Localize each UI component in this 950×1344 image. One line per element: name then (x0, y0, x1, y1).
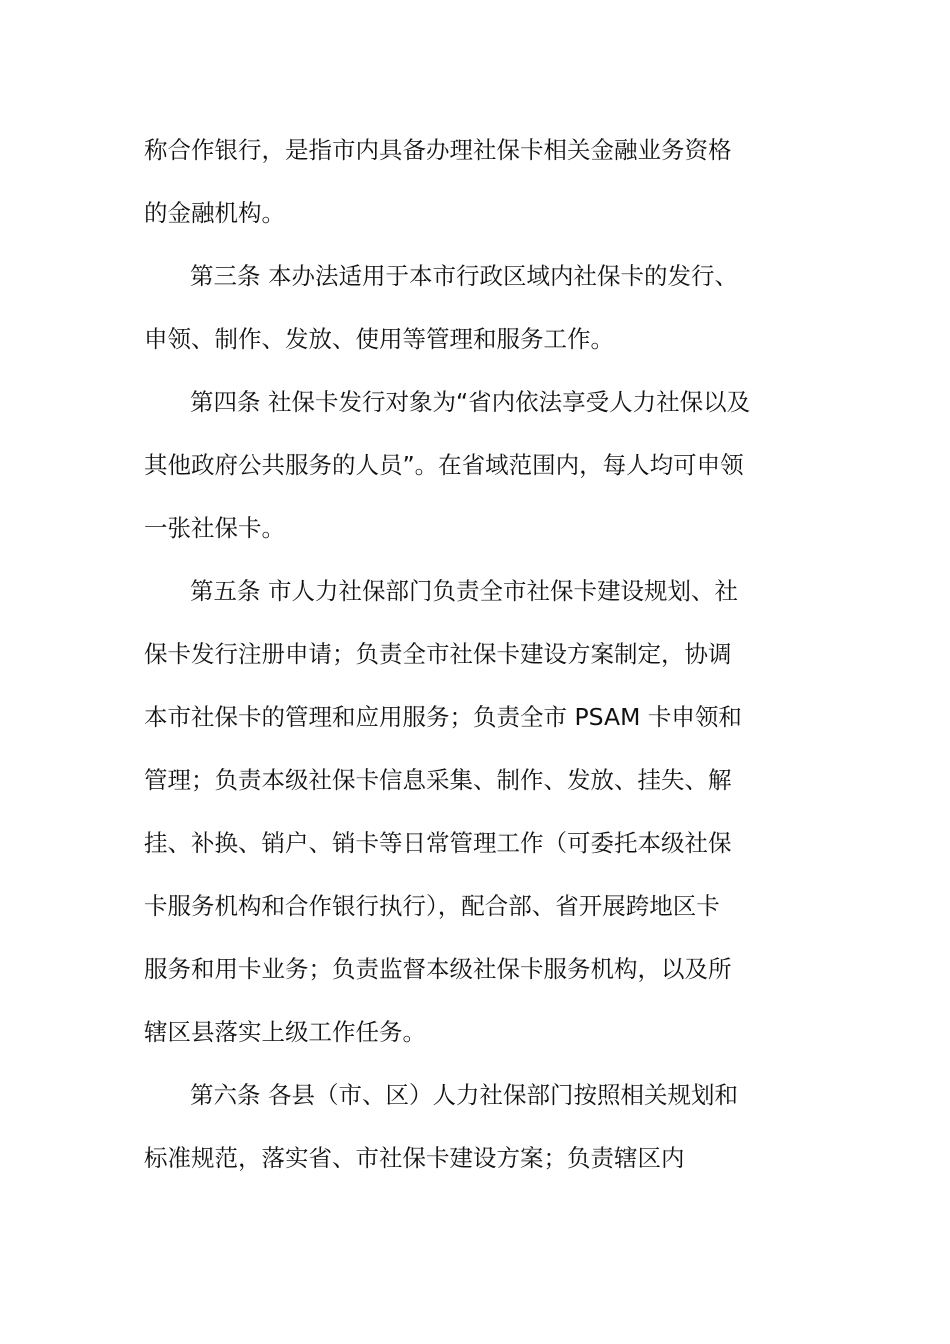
text-line: 辖区县落实上级工作任务。 (144, 1018, 426, 1046)
text-line: 其他政府公共服务的人员”。在省域范围内，每人均可申领 (144, 451, 744, 479)
article-6-heading-line: 第六条 各县（市、区）人力社保部门按照相关规划和 (190, 1081, 738, 1109)
document-body (144, 119, 808, 1190)
text-line: 申领、制作、发放、使用等管理和服务工作。 (144, 325, 614, 353)
text-line: 本市社保卡的管理和应用服务；负责全市 PSAM 卡申领和 (144, 703, 742, 731)
text-line: 卡服务机构和合作银行执行），配合部、省开展跨地区卡 (144, 892, 720, 920)
text-line: 管理；负责本级社保卡信息采集、制作、发放、挂失、解 (144, 766, 732, 794)
text-line: 称合作银行，是指市内具备办理社保卡相关金融业务资格 (144, 136, 732, 164)
text-line: 标准规范，落实省、市社保卡建设方案；负责辖区内 (144, 1144, 685, 1172)
text-line: 的金融机构。 (144, 199, 285, 227)
text-line: 服务和用卡业务；负责监督本级社保卡服务机构，以及所 (144, 955, 732, 983)
article-5-heading-line: 第五条 市人力社保部门负责全市社保卡建设规划、社 (190, 577, 738, 605)
article-3-heading-line: 第三条 本办法适用于本市行政区域内社保卡的发行、 (190, 262, 738, 290)
text-line: 保卡发行注册申请；负责全市社保卡建设方案制定，协调 (144, 640, 732, 668)
text-line: 挂、补换、销户、销卡等日常管理工作（可委托本级社保 (144, 829, 732, 857)
text-line: 一张社保卡。 (144, 514, 285, 542)
article-4-heading-line: 第四条 社保卡发行对象为“省内依法享受人力社保以及 (190, 388, 751, 416)
